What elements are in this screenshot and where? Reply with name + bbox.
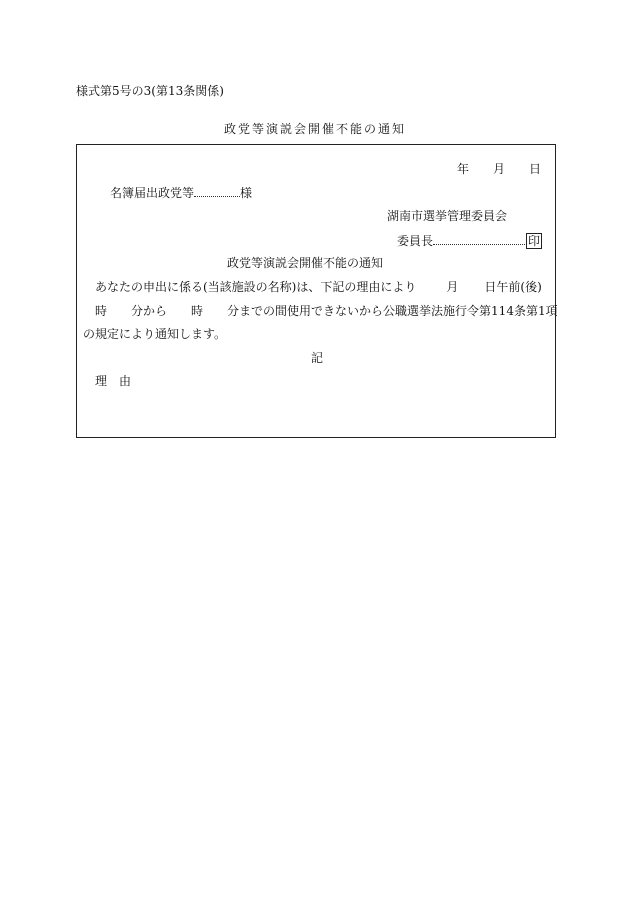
chair-name-blank [433,244,525,245]
body-line-3: の規定により通知します。 [83,327,227,341]
date-month: 月 [493,162,506,176]
inner-title: 政党等演説会開催不能の通知 [227,256,384,270]
document-title: 政党等演説会開催不能の通知 [223,122,406,136]
sender-chair-line [397,233,542,249]
chair-label: 委員長 [397,234,434,248]
body-minute-from: 分から [131,304,168,318]
reason-label: 理 由 [95,374,132,388]
seal-mark: 印 [528,234,541,248]
recipient-line [110,187,252,199]
recipient-prefix: 名簿届出政党等 [110,186,195,200]
body-line-1-text: あなたの申出に係る(当該施設の名称)は、下記の理由により [95,280,417,294]
ki-heading: 記 [311,351,324,365]
body-hour-1: 時 [95,304,108,318]
body-line-1-month: 月 [446,280,459,294]
body-line-1 [95,281,542,293]
date-year: 年 [457,162,470,176]
body-line-2-text: 分までの間使用できないから公職選挙法施行令第114条第1項 [227,304,558,318]
body-hour-2: 時 [191,304,204,318]
body-line-1-day: 日午前(後) [484,280,542,294]
date-line [457,163,541,175]
recipient-name-blank [194,196,240,197]
sender-committee: 湖南市選挙管理委員会 [387,209,508,223]
date-day: 日 [529,162,542,176]
notice-box [76,144,556,438]
recipient-suffix: 様 [240,186,253,200]
body-line-2 [95,305,558,317]
form-number: 様式第5号の3(第13条関係) [76,84,224,98]
